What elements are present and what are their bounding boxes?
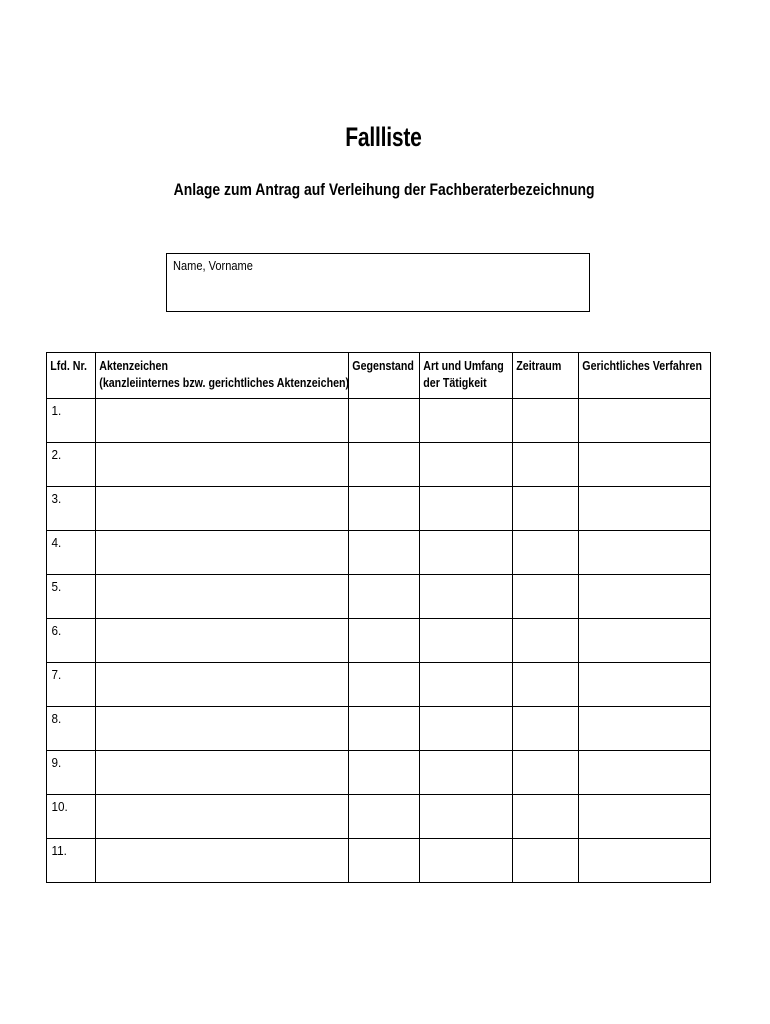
cell-art-und-umfang[interactable] xyxy=(420,795,513,839)
cell-gegenstand[interactable] xyxy=(349,839,420,883)
row-number: 4. xyxy=(51,535,62,550)
header-lfd-nr xyxy=(47,353,96,399)
row-number: 6. xyxy=(51,623,62,638)
cell-gegenstand[interactable] xyxy=(349,399,420,443)
cell-zeitraum[interactable] xyxy=(513,575,579,619)
header-aktenzeichen xyxy=(96,353,349,399)
table-row xyxy=(47,839,711,883)
cell-art-und-umfang[interactable] xyxy=(420,399,513,443)
name-field[interactable] xyxy=(166,253,590,312)
case-table xyxy=(46,352,711,883)
cell-gerichtliches-verfahren[interactable] xyxy=(579,707,711,751)
row-number: 7. xyxy=(51,667,62,682)
table-row xyxy=(47,575,711,619)
cell-zeitraum[interactable] xyxy=(513,839,579,883)
cell-aktenzeichen[interactable] xyxy=(96,839,349,883)
cell-gegenstand[interactable] xyxy=(349,619,420,663)
header-gegenstand xyxy=(349,353,420,399)
table-row xyxy=(47,795,711,839)
cell-lfd-nr xyxy=(47,399,96,443)
table-row xyxy=(47,399,711,443)
cell-lfd-nr xyxy=(47,707,96,751)
header-art-und-umfang-line2: der Tätigkeit xyxy=(423,375,487,390)
cell-art-und-umfang[interactable] xyxy=(420,531,513,575)
header-gerichtliches-verfahren-line1: Gerichtliches Verfahren xyxy=(582,358,702,373)
cell-gerichtliches-verfahren[interactable] xyxy=(579,487,711,531)
cell-gegenstand[interactable] xyxy=(349,751,420,795)
table-row xyxy=(47,663,711,707)
header-gegenstand-line1: Gegenstand xyxy=(352,358,414,373)
cell-gerichtliches-verfahren[interactable] xyxy=(579,751,711,795)
name-field-label: Name, Vorname xyxy=(173,258,253,273)
cell-art-und-umfang[interactable] xyxy=(420,619,513,663)
row-number: 1. xyxy=(51,403,62,418)
cell-zeitraum[interactable] xyxy=(513,795,579,839)
row-number: 9. xyxy=(51,755,62,770)
cell-art-und-umfang[interactable] xyxy=(420,707,513,751)
cell-art-und-umfang[interactable] xyxy=(420,443,513,487)
cell-aktenzeichen[interactable] xyxy=(96,487,349,531)
cell-zeitraum[interactable] xyxy=(513,531,579,575)
cell-gegenstand[interactable] xyxy=(349,795,420,839)
cell-gegenstand[interactable] xyxy=(349,707,420,751)
cell-gegenstand[interactable] xyxy=(349,443,420,487)
table-row xyxy=(47,487,711,531)
cell-zeitraum[interactable] xyxy=(513,707,579,751)
header-art-und-umfang xyxy=(420,353,513,399)
cell-gegenstand[interactable] xyxy=(349,487,420,531)
cell-lfd-nr xyxy=(47,575,96,619)
cell-art-und-umfang[interactable] xyxy=(420,751,513,795)
cell-art-und-umfang[interactable] xyxy=(420,839,513,883)
row-number: 11. xyxy=(51,843,67,858)
row-number: 8. xyxy=(51,711,62,726)
table-row xyxy=(47,707,711,751)
cell-gegenstand[interactable] xyxy=(349,575,420,619)
header-gerichtliches-verfahren xyxy=(579,353,711,399)
table-row xyxy=(47,531,711,575)
row-number: 5. xyxy=(51,579,62,594)
header-aktenzeichen-line1: Aktenzeichen xyxy=(99,358,169,373)
cell-lfd-nr xyxy=(47,839,96,883)
cell-art-und-umfang[interactable] xyxy=(420,663,513,707)
cell-aktenzeichen[interactable] xyxy=(96,619,349,663)
cell-gerichtliches-verfahren[interactable] xyxy=(579,839,711,883)
cell-aktenzeichen[interactable] xyxy=(96,751,349,795)
cell-aktenzeichen[interactable] xyxy=(96,795,349,839)
header-aktenzeichen-line2: (kanzleiinternes bzw. gerichtliches Aktenzeichen) xyxy=(99,375,350,390)
cell-zeitraum[interactable] xyxy=(513,487,579,531)
cell-lfd-nr xyxy=(47,751,96,795)
header-zeitraum-line1: Zeitraum xyxy=(516,358,562,373)
table-row xyxy=(47,443,711,487)
cell-zeitraum[interactable] xyxy=(513,751,579,795)
cell-gerichtliches-verfahren[interactable] xyxy=(579,795,711,839)
cell-lfd-nr xyxy=(47,619,96,663)
cell-aktenzeichen[interactable] xyxy=(96,399,349,443)
cell-lfd-nr xyxy=(47,663,96,707)
cell-aktenzeichen[interactable] xyxy=(96,663,349,707)
cell-aktenzeichen[interactable] xyxy=(96,531,349,575)
cell-gerichtliches-verfahren[interactable] xyxy=(579,443,711,487)
header-lfd-nr-line1: Lfd. Nr. xyxy=(50,358,88,373)
cell-aktenzeichen[interactable] xyxy=(96,575,349,619)
cell-lfd-nr xyxy=(47,795,96,839)
cell-zeitraum[interactable] xyxy=(513,443,579,487)
cell-gerichtliches-verfahren[interactable] xyxy=(579,619,711,663)
cell-gegenstand[interactable] xyxy=(349,531,420,575)
header-zeitraum xyxy=(513,353,579,399)
page-subtitle: Anlage zum Antrag auf Verleihung der Fachberaterbezeichnung xyxy=(173,180,595,199)
table-row xyxy=(47,619,711,663)
header-art-und-umfang-line1: Art und Umfang xyxy=(423,358,504,373)
page-title: Fallliste xyxy=(345,122,422,152)
cell-lfd-nr xyxy=(47,443,96,487)
cell-lfd-nr xyxy=(47,531,96,575)
cell-gerichtliches-verfahren[interactable] xyxy=(579,531,711,575)
cell-art-und-umfang[interactable] xyxy=(420,487,513,531)
cell-zeitraum[interactable] xyxy=(513,399,579,443)
cell-gegenstand[interactable] xyxy=(349,663,420,707)
row-number: 3. xyxy=(51,491,62,506)
row-number: 10. xyxy=(51,799,68,814)
cell-aktenzeichen[interactable] xyxy=(96,707,349,751)
row-number: 2. xyxy=(51,447,62,462)
table-header-row xyxy=(47,353,711,399)
table-row xyxy=(47,751,711,795)
cell-art-und-umfang[interactable] xyxy=(420,575,513,619)
cell-zeitraum[interactable] xyxy=(513,663,579,707)
cell-gerichtliches-verfahren[interactable] xyxy=(579,663,711,707)
cell-gerichtliches-verfahren[interactable] xyxy=(579,575,711,619)
cell-zeitraum[interactable] xyxy=(513,619,579,663)
cell-lfd-nr xyxy=(47,487,96,531)
cell-aktenzeichen[interactable] xyxy=(96,443,349,487)
cell-gerichtliches-verfahren[interactable] xyxy=(579,399,711,443)
